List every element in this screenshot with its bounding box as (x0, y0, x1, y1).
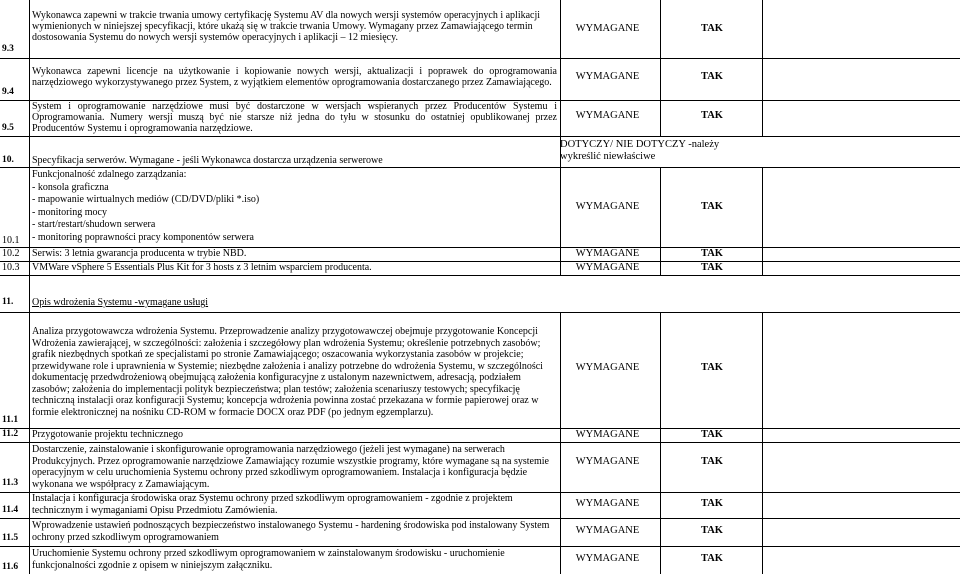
requirement-status: WYMAGANE (575, 23, 640, 34)
requirement-status: WYMAGANE (575, 429, 640, 440)
list-intro: Funkcjonalność zdalnego zarządzania: (32, 169, 187, 180)
requirement-text: Wykonawca zapewni w trakcie trwania umowy certyfikację Systemu AV dla nowych wersji systemów operacyjnych i aplikacji wymienionych w niniejszej specyfikacji, które ukażą się w trakcie trwania Umowy. Wymagany przez Zamawiającego termin dostosowania Systemu do nowych wersji systemów operacyjnych i aplikacji – 12 miesięcy. (32, 10, 541, 44)
compliance-value: TAK (701, 429, 723, 440)
requirement-text: Analiza przygotowawcza wdrożenia Systemu. Przeprowadzenie analizy przygotowawczej obejmuje przygotowanie Koncepcji Wdrożenia zawierającej, w szczególności: założenia i szczegółowy plan wdrożenia Systemu; określenie potrzebnych zasobów; grafik niezbędnych spotkań ze specjalistami po stronie Zamawiającego; oszacowania wykorzystania zasobów w projekcie; przewidywane role i uprawnienia w Systemie; niezbędne założenia i analizy potrzebne do wdrożenia Systemu, w szczególności dokumentację przedwdrożeniową obejmującą założenia konfiguracyjne z ustalonym nazewnictwem, adresacją, podziałem zasobów; założenia do implementacji polityk bezpieczeństwa; plan testów; założenia scenariuszy testowych; specyfikację techniczną instalacji oraz konfiguracji Systemu; koncepcja wdrożenia powinna zostać przekazana w formie papierowej oraz w formie elektronicznej na nośniku CD-ROM w formacie DOCX oraz PDF (po jednym egzemplarzu). (32, 326, 543, 418)
row-number: 9.5 (2, 123, 14, 133)
requirement-text: Uruchomienie Systemu ochrony przed szkodliwym oprogramowaniem w zainstalowanym środowisku - uruchomienie funkcjonalności zgodnie z opisem w niniejszym załączniku. (32, 548, 505, 571)
function-list (32, 182, 557, 245)
applicability-note: DOTYCZY/ NIE DOTYCZY -należy wykreślić niewłaściwe (560, 139, 720, 162)
section-number: 10. (2, 155, 14, 165)
requirement-status: WYMAGANE (575, 248, 640, 259)
table-row (0, 428, 960, 443)
table-row (0, 167, 960, 248)
requirement-text: VMWare vSphere 5 Essentials Plus Kit for 3 hosts z 3 letnim wsparciem producenta. (32, 262, 372, 273)
compliance-value: TAK (701, 201, 723, 212)
compliance-value: TAK (701, 262, 723, 273)
table-row (0, 312, 960, 429)
row-number: 11.1 (2, 415, 19, 425)
list-item: - monitoring poprawności pracy komponentów serwera (32, 231, 254, 243)
requirement-status: WYMAGANE (575, 262, 640, 273)
compliance-value: TAK (701, 71, 723, 82)
list-item: - mapowanie wirtualnych mediów (CD/DVD/pliki *.iso) (32, 194, 260, 206)
requirement-text: Wprowadzenie ustawień podnoszących bezpieczeństwo instalowanego Systemu - hardening środowiska pod instalowany System ochrony przed szkodliwym oprogramowaniem (32, 520, 550, 543)
list-item: - monitoring mocy (32, 206, 107, 218)
compliance-value: TAK (701, 362, 723, 373)
compliance-value: TAK (701, 23, 723, 34)
section-title (32, 297, 557, 308)
section-title-text: Opis wdrożenia Systemu -wymagane usługi (32, 297, 209, 308)
requirement-text: Przygotowanie projektu technicznego (32, 429, 184, 440)
requirement-text (32, 169, 557, 245)
compliance-value: TAK (701, 456, 723, 467)
table-row (0, 442, 960, 493)
table-row (0, 100, 960, 137)
requirement-status: WYMAGANE (575, 525, 640, 536)
requirement-status: WYMAGANE (575, 71, 640, 82)
row-number: 9.3 (2, 44, 14, 54)
compliance-value: TAK (701, 248, 723, 259)
requirement-text: System i oprogramowanie narzędziowe musi być dostarczone w wersjach wspieranych przez Producentów Systemu i Oprogramowania. Numery wersji muszą być nie starsze niż jedna do tyłu w stosunku do ostatniej opublikowanej przez Producentów Systemu i oprogramowania narzędziowe. (32, 101, 557, 135)
requirement-status: WYMAGANE (575, 456, 640, 467)
table-row (0, 518, 960, 547)
section-number: 11. (2, 297, 14, 307)
list-item: - start/restart/shudown serwera (32, 219, 156, 231)
requirement-status: WYMAGANE (575, 201, 640, 212)
row-number: 9.4 (2, 87, 14, 97)
compliance-value: TAK (701, 110, 723, 121)
row-number: 11.5 (2, 533, 19, 543)
requirement-text: Dostarczenie, zainstalowanie i skonfigurowanie oprogramowania narzędziowego (jeżeli jest wymagane) na serwerach Produkcyjnych. Przez oprogramowanie narzędziowe Zamawiający rozumie wszystkie programy, które wymagane są na systemie operacyjnym w celu uruchomienia Systemu ochrony przed szkodliwym oprogramowaniem. Instalacja i konfiguracja będzie wykonana we współpracy z Zamawiającym. (32, 444, 549, 490)
section-header-row (0, 275, 960, 313)
compliance-value: TAK (701, 498, 723, 509)
requirement-status: WYMAGANE (575, 110, 640, 121)
table-row (0, 0, 960, 59)
requirement-text: Serwis: 3 letnia gwarancja producenta w trybie NBD. (32, 248, 247, 259)
section-title: Specyfikacja serwerów. Wymagane - jeśli Wykonawca dostarcza urządzenia serwerowe (32, 155, 383, 166)
row-number: 10.3 (2, 262, 20, 273)
table-row (0, 261, 960, 276)
requirement-text: Instalacja i konfiguracja środowiska oraz Systemu ochrony przed szkodliwym oprogramowaniem - zgodnie z projektem technicznym i wymaganiami Opisu Przedmiotu Zamówienia. (32, 493, 513, 516)
compliance-value: TAK (701, 525, 723, 536)
row-number: 10.1 (2, 235, 20, 246)
compliance-value: TAK (701, 553, 723, 564)
row-number: 11.2 (2, 429, 19, 439)
table-row (0, 58, 960, 101)
row-number: 11.4 (2, 505, 19, 515)
row-number: 11.3 (2, 478, 19, 488)
row-number: 10.2 (2, 248, 20, 259)
table-row (0, 247, 960, 262)
section-header-row (0, 136, 960, 168)
requirement-status: WYMAGANE (575, 362, 640, 373)
requirement-status: WYMAGANE (575, 553, 640, 564)
list-item: - konsola graficzna (32, 181, 109, 193)
requirement-text: Wykonawca zapewni licencje na użytkowanie i kopiowanie nowych wersji, aktualizacji i poprawek do oprogramowania narzędziowego wykorzystywanego przez System, z wyjątkiem elementów oprogramowania dostarczanego przez Zamawiającego. (32, 66, 557, 89)
table-row (0, 546, 960, 574)
table-row (0, 492, 960, 519)
row-number: 11.6 (2, 562, 19, 572)
requirement-status: WYMAGANE (575, 498, 640, 509)
